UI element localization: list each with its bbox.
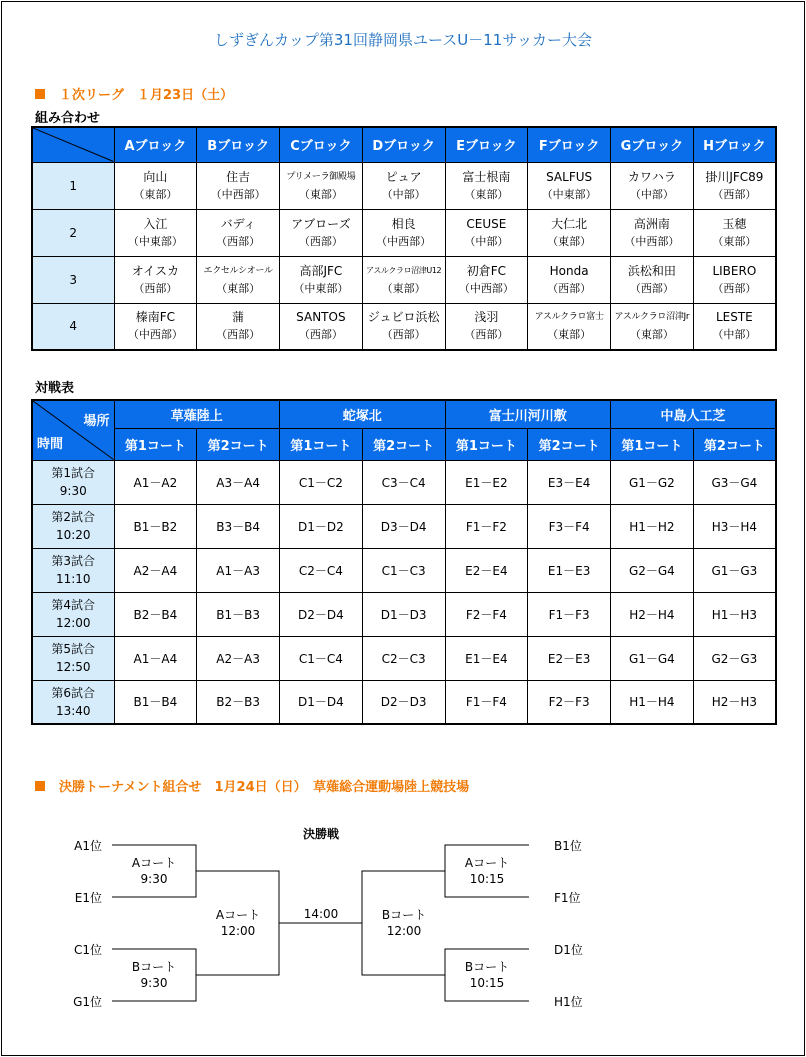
fixture-cell: D1－D4 bbox=[280, 680, 363, 724]
court-header: 第1コート bbox=[114, 428, 197, 460]
team-cell bbox=[528, 303, 611, 350]
fixture-cell: E1－E3 bbox=[528, 548, 611, 592]
block-header: Hブロック bbox=[693, 127, 776, 162]
match-slot bbox=[32, 592, 114, 636]
fixture-cell: B1－B4 bbox=[114, 680, 197, 724]
team-cell bbox=[197, 209, 280, 256]
fixture-cell: F3－F4 bbox=[528, 504, 611, 548]
team-cell bbox=[197, 162, 280, 209]
court-name: Aコート bbox=[215, 908, 261, 922]
team-cell bbox=[362, 256, 445, 303]
court-header: 第2コート bbox=[197, 428, 280, 460]
match-number: 第3試合 bbox=[51, 554, 96, 568]
group-row-number: 4 bbox=[32, 303, 114, 350]
fixture-cell: H1－H4 bbox=[611, 680, 694, 724]
team-cell bbox=[114, 209, 197, 256]
group-row-number: 2 bbox=[32, 209, 114, 256]
schedule-row bbox=[32, 548, 776, 592]
team-cell bbox=[197, 256, 280, 303]
court-header: 第2コート bbox=[693, 428, 776, 460]
team-region: （東部） bbox=[629, 328, 674, 342]
court-header: 第1コート bbox=[445, 428, 528, 460]
fixture-cell: F1－F4 bbox=[445, 680, 528, 724]
fixture-cell: A1－A2 bbox=[114, 460, 197, 504]
team-region: （西部） bbox=[712, 281, 757, 295]
match-time: 10:15 bbox=[469, 872, 505, 886]
team-region: （西部） bbox=[629, 281, 674, 295]
groups-corner-cell bbox=[32, 127, 114, 162]
team-name: 入江 bbox=[143, 216, 168, 231]
match-time: 9:30 bbox=[59, 484, 87, 498]
team-name: アブローズ bbox=[291, 216, 351, 231]
fixture-cell: G1－G2 bbox=[611, 460, 694, 504]
team-name: CEUSE bbox=[466, 216, 507, 231]
fixture-cell: D1－D2 bbox=[280, 504, 363, 548]
corner-venue-label: 場所 bbox=[83, 414, 110, 429]
team-region: （中東部） bbox=[293, 281, 349, 295]
team-region: （東部） bbox=[216, 281, 261, 295]
schedule-corner-cell bbox=[32, 400, 114, 460]
team-cell bbox=[693, 209, 776, 256]
team-name: エクセルシオール bbox=[203, 265, 273, 276]
team-cell bbox=[197, 303, 280, 350]
team-name: 向山 bbox=[143, 169, 168, 184]
team-name: ジュビロ浜松 bbox=[367, 310, 440, 325]
team-cell bbox=[114, 162, 197, 209]
team-name: 蒲 bbox=[232, 310, 245, 325]
corner-time-label: 時間 bbox=[37, 436, 64, 452]
fixture-cell: C3－C4 bbox=[362, 460, 445, 504]
fixture-cell: F1－F2 bbox=[445, 504, 528, 548]
groups-label: 組み合わせ bbox=[35, 111, 101, 126]
team-region: （西部） bbox=[381, 328, 426, 342]
match-court bbox=[374, 907, 434, 939]
team-name: LESTE bbox=[715, 310, 753, 325]
team-cell bbox=[693, 256, 776, 303]
match-court bbox=[208, 907, 268, 939]
team-name: 相良 bbox=[391, 216, 416, 231]
match-slot bbox=[32, 680, 114, 724]
block-header: Eブロック bbox=[445, 127, 528, 162]
fixture-cell: E1－E2 bbox=[445, 460, 528, 504]
fixture-cell: C1－C3 bbox=[362, 548, 445, 592]
match-time: 9:30 bbox=[140, 976, 168, 990]
fixture-cell: D1－D3 bbox=[362, 592, 445, 636]
fixture-cell: H1－H2 bbox=[611, 504, 694, 548]
team-name: 大仁北 bbox=[551, 216, 588, 231]
fixture-cell: C1－C4 bbox=[280, 636, 363, 680]
team-region: （西部） bbox=[547, 281, 592, 295]
square-bullet-icon bbox=[35, 89, 45, 99]
fixture-cell: F1－F3 bbox=[528, 592, 611, 636]
fixture-cell: H1－H3 bbox=[693, 592, 776, 636]
team-name: LIBERO bbox=[712, 263, 757, 278]
final-label: 決勝戦 bbox=[302, 827, 339, 841]
team-name: 榛南FC bbox=[135, 310, 176, 325]
team-region: （中西部） bbox=[458, 281, 514, 295]
fixture-cell: F2－F3 bbox=[528, 680, 611, 724]
team-region: （中西部） bbox=[127, 328, 183, 342]
team-name: アスルクラロ沼津Jr bbox=[614, 312, 690, 323]
schedule-row bbox=[32, 680, 776, 724]
team-region: （中部） bbox=[381, 187, 426, 201]
fixture-cell: A3－A4 bbox=[197, 460, 280, 504]
fixture-cell: G2－G3 bbox=[693, 636, 776, 680]
fixture-cell: E3－E4 bbox=[528, 460, 611, 504]
fixture-cell: E2－E4 bbox=[445, 548, 528, 592]
match-court bbox=[457, 855, 517, 887]
team-name: プリメーラ御殿場 bbox=[286, 171, 356, 182]
group-row bbox=[32, 209, 776, 256]
team-cell bbox=[362, 209, 445, 256]
group-row bbox=[32, 162, 776, 209]
team-name: 浜松和田 bbox=[627, 263, 676, 278]
group-row-number: 1 bbox=[32, 162, 114, 209]
venue-header: 富士川河川敷 bbox=[445, 400, 611, 428]
team-region: （西部） bbox=[298, 234, 343, 248]
fixture-cell: G1－G4 bbox=[611, 636, 694, 680]
match-time: 10:15 bbox=[469, 976, 505, 990]
court-name: Aコート bbox=[464, 856, 510, 870]
match-time: 12:00 bbox=[220, 924, 256, 938]
match-slot bbox=[32, 460, 114, 504]
final-time: 14:00 bbox=[303, 907, 339, 921]
team-region: （西部） bbox=[216, 328, 261, 342]
fixture-cell: C2－C4 bbox=[280, 548, 363, 592]
team-name: 高部JFC bbox=[299, 263, 343, 278]
match-number: 第1試合 bbox=[51, 466, 96, 480]
team-name: アスルクラロ富士 bbox=[534, 312, 604, 323]
match-time: 12:00 bbox=[55, 616, 91, 630]
team-name: 高洲南 bbox=[633, 216, 670, 231]
fixture-cell: C1－C2 bbox=[280, 460, 363, 504]
team-cell bbox=[445, 256, 528, 303]
match-time: 13:40 bbox=[55, 703, 91, 718]
section-heading-league bbox=[35, 84, 233, 103]
fixture-cell: F2－F4 bbox=[445, 592, 528, 636]
page-title: しずぎんカップ第31回静岡県ユースU－11サッカー大会 bbox=[214, 31, 592, 49]
fixture-cell: H3－H4 bbox=[693, 504, 776, 548]
team-name: 初倉FC bbox=[466, 263, 507, 278]
seed-label: E1位 bbox=[74, 891, 102, 905]
venue-header: 蛇塚北 bbox=[280, 400, 446, 428]
match-slot bbox=[32, 636, 114, 680]
team-region: （中西部） bbox=[210, 187, 266, 201]
team-name: SANTOS bbox=[296, 310, 346, 325]
block-header: Dブロック bbox=[362, 127, 445, 162]
seed-label: F1位 bbox=[554, 891, 581, 905]
team-cell bbox=[611, 256, 694, 303]
match-time: 11:10 bbox=[55, 572, 91, 586]
team-region: （東部） bbox=[298, 187, 343, 201]
match-number: 第6試合 bbox=[51, 685, 96, 700]
seed-label: B1位 bbox=[554, 839, 582, 853]
schedule-row bbox=[32, 504, 776, 548]
seed-label: G1位 bbox=[73, 995, 102, 1009]
team-name: Honda bbox=[549, 263, 589, 278]
team-cell bbox=[280, 209, 363, 256]
fixture-cell: C2－C3 bbox=[362, 636, 445, 680]
group-row bbox=[32, 303, 776, 350]
team-cell bbox=[693, 303, 776, 350]
team-cell bbox=[611, 162, 694, 209]
block-header: Gブロック bbox=[611, 127, 694, 162]
seed-label: D1位 bbox=[554, 943, 583, 957]
venue-header: 草薙陸上 bbox=[114, 400, 280, 428]
fixture-cell: B2－B3 bbox=[197, 680, 280, 724]
group-row bbox=[32, 256, 776, 303]
court-header: 第2コート bbox=[362, 428, 445, 460]
team-region: （西部） bbox=[464, 328, 509, 342]
fixture-cell: A1－A3 bbox=[197, 548, 280, 592]
block-header: Fブロック bbox=[528, 127, 611, 162]
team-region: （中部） bbox=[464, 234, 509, 248]
fixture-cell: E2－E3 bbox=[528, 636, 611, 680]
schedule-label: 対戦表 bbox=[35, 381, 75, 396]
team-cell bbox=[280, 162, 363, 209]
team-region: （中西部） bbox=[376, 234, 432, 248]
team-cell bbox=[445, 209, 528, 256]
fixture-cell: G2－G4 bbox=[611, 548, 694, 592]
match-court bbox=[124, 959, 184, 991]
match-slot bbox=[32, 548, 114, 592]
square-bullet-icon bbox=[35, 781, 45, 791]
team-name: カワハラ bbox=[627, 169, 676, 184]
team-region: （東部） bbox=[464, 187, 509, 201]
fixture-cell: B1－B3 bbox=[197, 592, 280, 636]
team-name: オイスカ bbox=[131, 263, 180, 278]
fixture-cell: A2－A3 bbox=[197, 636, 280, 680]
team-cell bbox=[114, 303, 197, 350]
fixture-cell: B2－B4 bbox=[114, 592, 197, 636]
fixture-cell: D2－D4 bbox=[280, 592, 363, 636]
team-name: SALFUS bbox=[546, 169, 593, 184]
fixture-cell: E1－E4 bbox=[445, 636, 528, 680]
team-cell bbox=[528, 162, 611, 209]
fixture-cell: H2－H4 bbox=[611, 592, 694, 636]
team-region: （西部） bbox=[298, 328, 343, 342]
block-header: Cブロック bbox=[280, 127, 363, 162]
team-cell bbox=[693, 162, 776, 209]
team-region: （中部） bbox=[629, 187, 674, 201]
team-region: （東部） bbox=[133, 187, 178, 201]
team-name: 住吉 bbox=[226, 169, 251, 184]
seed-label: H1位 bbox=[554, 995, 583, 1009]
league-heading-text: １次リーグ １月23日（土） bbox=[59, 88, 234, 103]
team-name: バディ bbox=[220, 216, 256, 231]
team-name: アスルクラロ沼津U12 bbox=[366, 265, 442, 275]
block-header: Aブロック bbox=[114, 127, 197, 162]
tournament-bracket bbox=[2, 802, 806, 1042]
team-region: （中東部） bbox=[127, 234, 183, 248]
match-number: 第2試合 bbox=[51, 510, 96, 524]
fixture-cell: D3－D4 bbox=[362, 504, 445, 548]
match-time: 12:50 bbox=[55, 660, 91, 674]
team-region: （東部） bbox=[547, 234, 592, 248]
fixture-cell: A2－A4 bbox=[114, 548, 197, 592]
schedule-row bbox=[32, 636, 776, 680]
court-header: 第1コート bbox=[280, 428, 363, 460]
team-cell bbox=[280, 256, 363, 303]
team-region: （西部） bbox=[216, 234, 261, 248]
seed-label: A1位 bbox=[74, 839, 102, 853]
seed-label: C1位 bbox=[73, 943, 102, 957]
match-number: 第4試合 bbox=[51, 598, 96, 612]
fixture-cell: B1－B2 bbox=[114, 504, 197, 548]
section-heading-tournament bbox=[35, 776, 469, 795]
match-court bbox=[124, 855, 184, 887]
fixture-cell: B3－B4 bbox=[197, 504, 280, 548]
court-name: Aコート bbox=[131, 856, 177, 870]
team-region: （西部） bbox=[712, 187, 757, 201]
court-name: Bコート bbox=[381, 908, 427, 922]
match-court bbox=[457, 959, 517, 991]
fixture-cell: G1－G3 bbox=[693, 548, 776, 592]
match-time: 10:20 bbox=[55, 528, 91, 542]
team-name: ピュア bbox=[385, 169, 422, 184]
fixture-cell: D2－D3 bbox=[362, 680, 445, 724]
team-cell bbox=[528, 209, 611, 256]
court-header: 第1コート bbox=[611, 428, 694, 460]
team-cell bbox=[445, 303, 528, 350]
schedule-row bbox=[32, 592, 776, 636]
block-header: Bブロック bbox=[197, 127, 280, 162]
team-cell bbox=[611, 303, 694, 350]
team-name: 掛川JFC89 bbox=[705, 169, 764, 184]
team-name: 玉穂 bbox=[722, 216, 747, 231]
match-slot bbox=[32, 504, 114, 548]
groups-table bbox=[31, 126, 777, 351]
team-cell bbox=[611, 209, 694, 256]
team-cell bbox=[362, 162, 445, 209]
tournament-heading-text: 決勝トーナメント組合せ 1月24日（日） 草薙総合運動場陸上競技場 bbox=[59, 780, 470, 795]
team-cell bbox=[528, 256, 611, 303]
team-region: （東部） bbox=[381, 281, 426, 295]
team-region: （東部） bbox=[547, 328, 592, 342]
team-region: （中東部） bbox=[541, 187, 597, 201]
match-time: 12:00 bbox=[386, 924, 422, 938]
venue-header: 中島人工芝 bbox=[611, 400, 777, 428]
court-name: Bコート bbox=[131, 960, 177, 974]
team-region: （東部） bbox=[712, 234, 757, 248]
team-region: （中部） bbox=[712, 328, 757, 342]
team-region: （西部） bbox=[133, 281, 178, 295]
team-cell bbox=[362, 303, 445, 350]
schedule-row bbox=[32, 460, 776, 504]
fixture-cell: G3－G4 bbox=[693, 460, 776, 504]
team-cell bbox=[445, 162, 528, 209]
team-region: （中西部） bbox=[624, 234, 680, 248]
match-time: 9:30 bbox=[140, 872, 168, 886]
fixture-cell: A1－A4 bbox=[114, 636, 197, 680]
court-name: Bコート bbox=[464, 960, 510, 974]
team-name: 浅羽 bbox=[474, 310, 499, 325]
schedule-table bbox=[31, 399, 777, 725]
group-row-number: 3 bbox=[32, 256, 114, 303]
team-cell bbox=[280, 303, 363, 350]
team-cell bbox=[114, 256, 197, 303]
page bbox=[1, 1, 805, 1056]
match-number: 第5試合 bbox=[51, 642, 96, 656]
fixture-cell: H2－H3 bbox=[693, 680, 776, 724]
team-name: 富士根南 bbox=[462, 169, 511, 184]
court-header: 第2コート bbox=[528, 428, 611, 460]
